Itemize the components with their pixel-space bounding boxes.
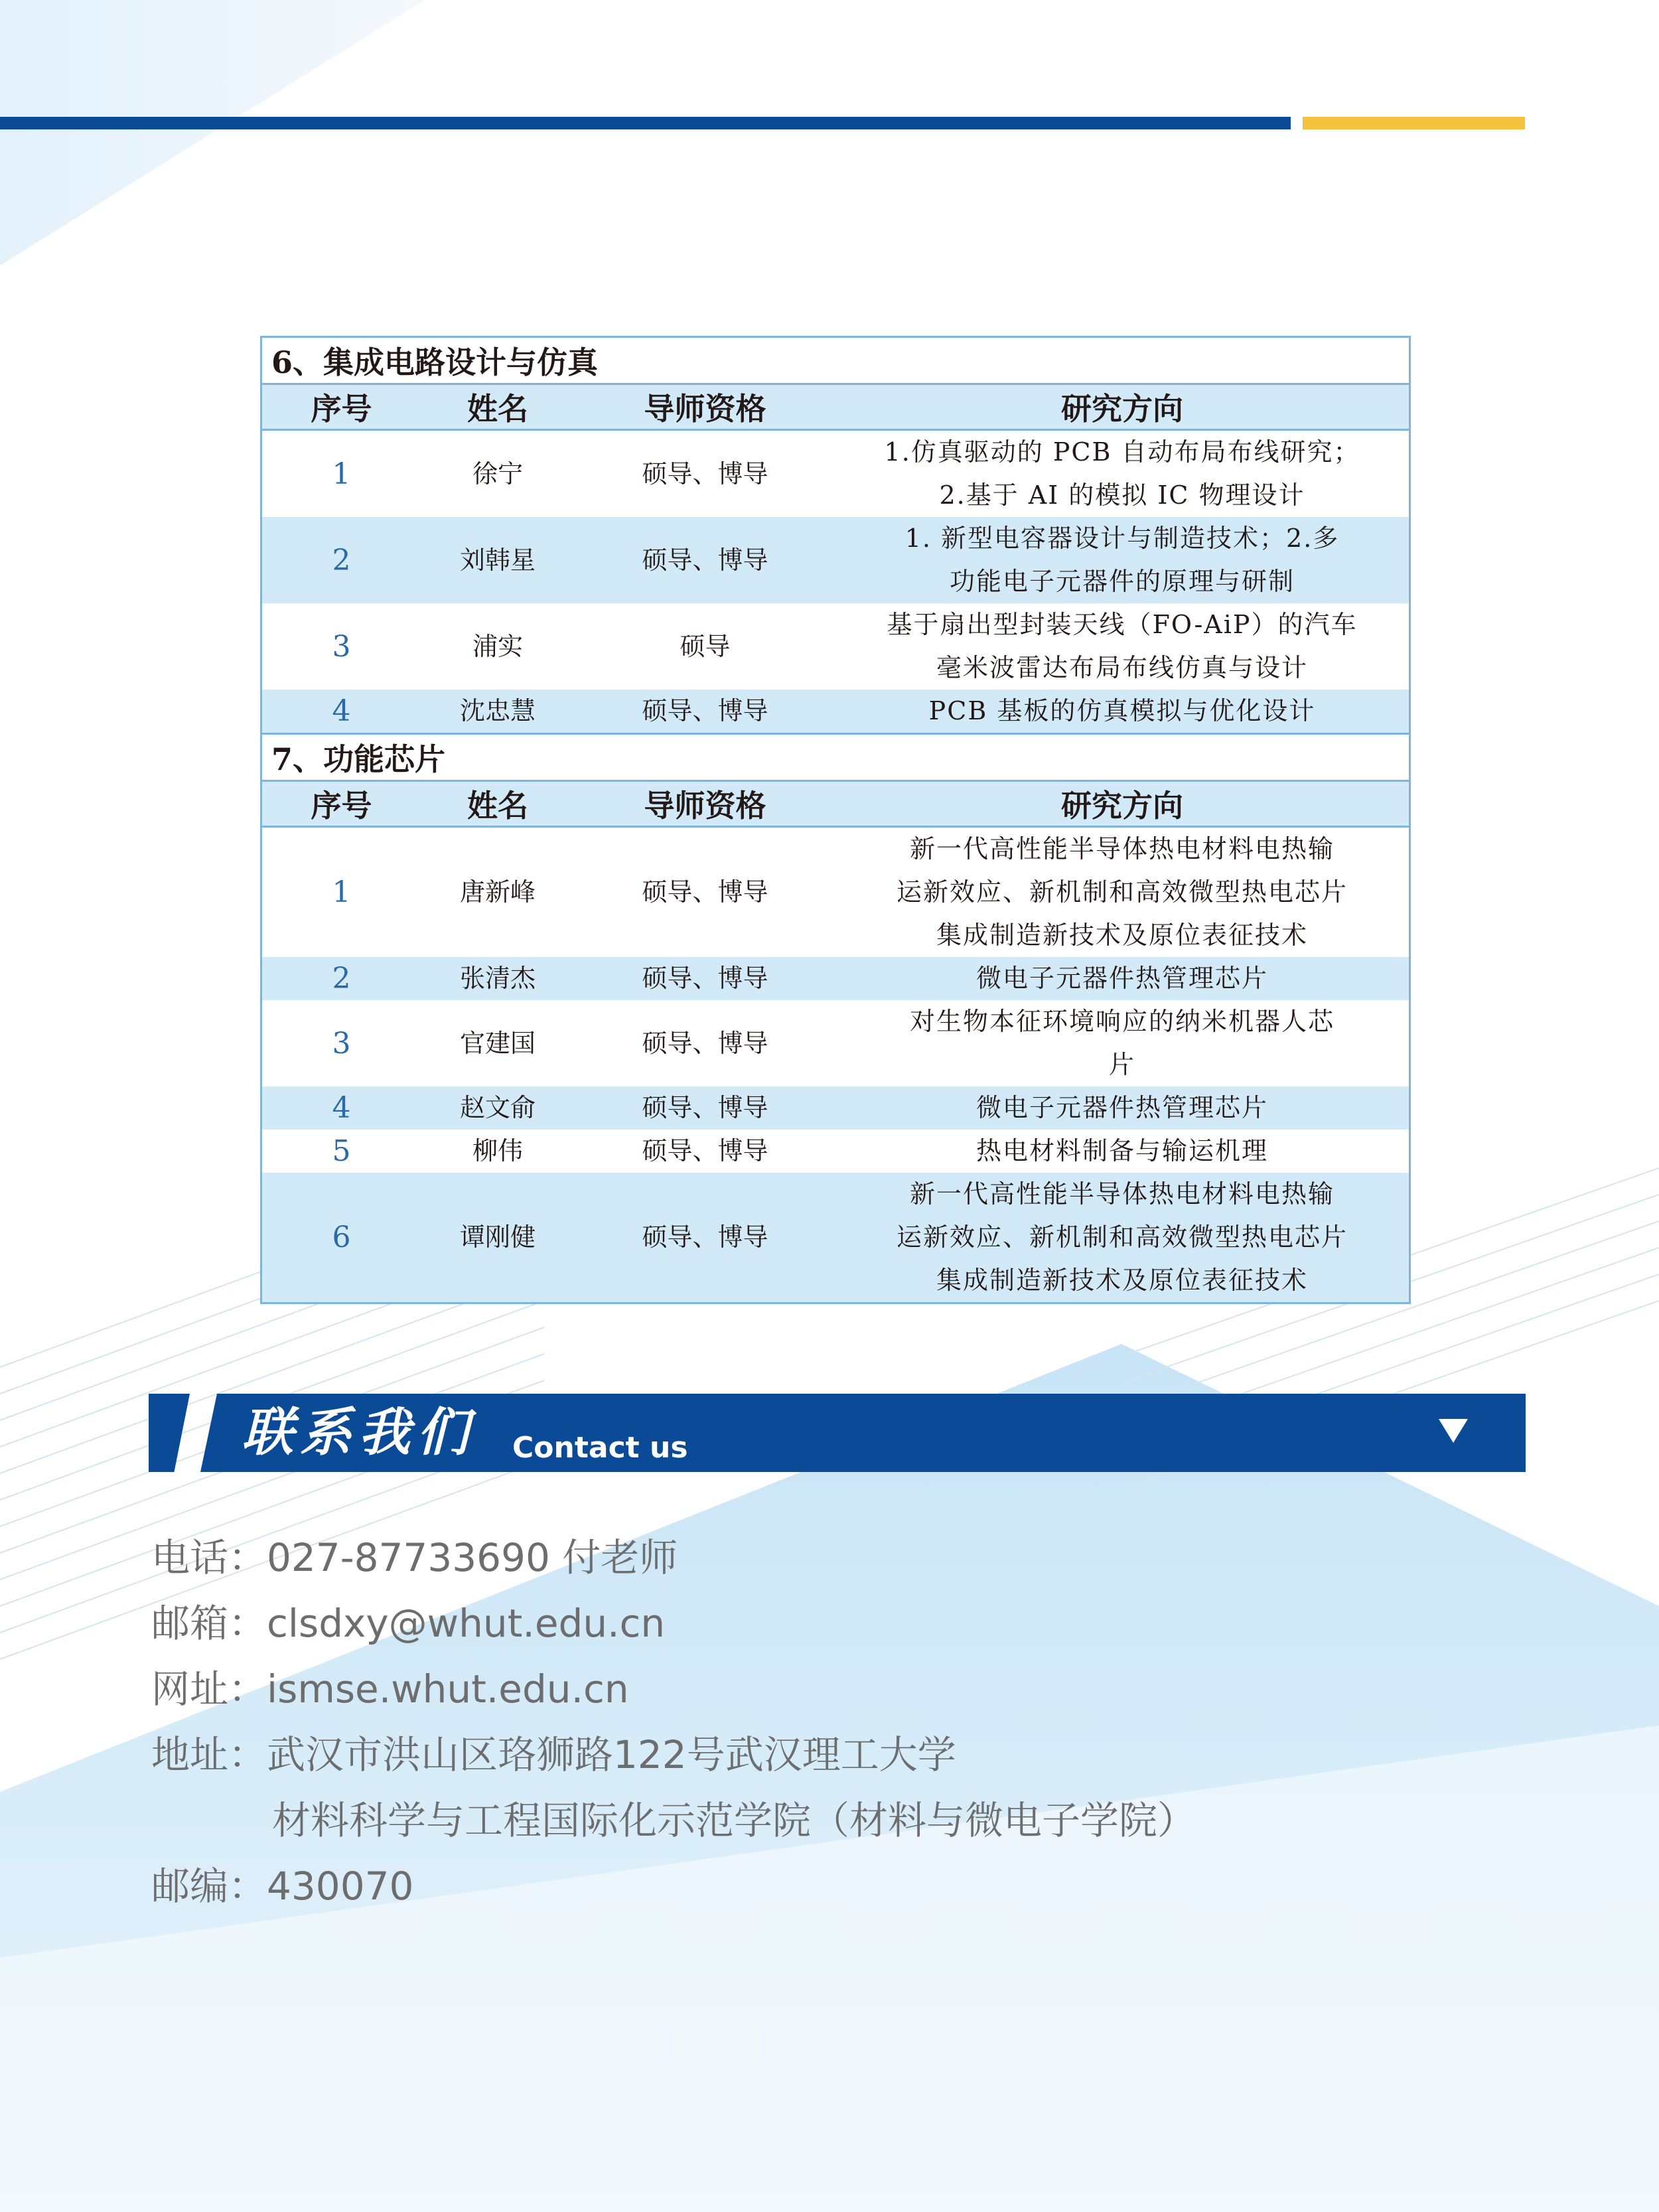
row-research [835, 957, 1409, 1000]
table-row [262, 957, 1409, 1000]
research-line: PCB 基板的仿真模拟与优化设计 [928, 696, 1316, 725]
row-no: 3 [332, 629, 351, 664]
research-line: 集成制造新技术及原位表征技术 [936, 921, 1309, 950]
contact-website: 网址：ismse.whut.edu.cn [151, 1666, 629, 1712]
table-row [262, 430, 1409, 518]
row-no: 1 [332, 457, 351, 491]
row-name: 唐新峰 [459, 877, 536, 907]
contact-email: 邮箱：clsdxy@whut.edu.cn [151, 1601, 666, 1646]
row-no: 3 [332, 1026, 351, 1061]
contact-postcode: 邮编：430070 [151, 1864, 414, 1909]
row-name: 徐宁 [472, 459, 523, 488]
banner-accent-stripe [149, 1394, 190, 1472]
row-qualification: 硕导、博导 [642, 877, 768, 907]
row-research [835, 1086, 1409, 1130]
row-name: 刘韩星 [421, 517, 575, 603]
row-name: 赵文俞 [421, 1086, 575, 1130]
row-qualification: 硕导、博导 [575, 1086, 835, 1130]
row-no: 2 [262, 517, 421, 603]
research-line: 1.仿真驱动的 PCB 自动布局布线研究； [884, 437, 1360, 467]
contact-phone: 电话：027-87733690 付老师 [151, 1535, 678, 1580]
research-line: 运新效应、新机制和高效微型热电芯片 [897, 877, 1348, 907]
contact-address: 地址：武汉市洪山区珞狮路122号武汉理工大学 [151, 1732, 956, 1777]
header-no: 序号 [262, 781, 421, 827]
row-no: 1 [332, 875, 351, 909]
row-name: 谭刚健 [421, 1173, 575, 1302]
row-name: 官建国 [459, 1028, 536, 1058]
row-research [835, 1000, 1409, 1086]
row-no: 6 [262, 1173, 421, 1302]
row-research [835, 430, 1409, 518]
row-research [835, 1130, 1409, 1173]
section-7-title-row [262, 734, 1409, 781]
table-row [262, 827, 1409, 958]
research-line: 2.基于 AI 的模拟 IC 物理设计 [939, 480, 1305, 510]
research-line: 基于扇出型封装天线（FO-AiP）的汽车 [887, 610, 1358, 639]
research-line: 功能电子元器件的原理与研制 [950, 567, 1295, 596]
row-no: 5 [332, 1134, 351, 1168]
row-no: 4 [262, 690, 421, 734]
contact-info [151, 1525, 1196, 1919]
row-qualification: 硕导、博导 [575, 957, 835, 1000]
row-qualification: 硕导、博导 [575, 1173, 835, 1302]
research-line: 微电子元器件热管理芯片 [976, 1093, 1269, 1122]
research-line: 热电材料制备与输运机理 [976, 1136, 1269, 1165]
header-research: 研究方向 [835, 781, 1409, 827]
table-row [262, 1173, 1409, 1302]
table-header-row [262, 781, 1409, 827]
row-research [835, 690, 1409, 734]
row-research [835, 1173, 1409, 1302]
row-qualification: 硕导、博导 [575, 690, 835, 734]
table-row [262, 1000, 1409, 1086]
contact-title-cn: 联系我们 [242, 1403, 476, 1463]
header-name: 姓名 [421, 384, 575, 430]
row-research [835, 827, 1409, 958]
table-header-row [262, 384, 1409, 430]
research-line: 运新效应、新机制和高效微型热电芯片 [897, 1222, 1348, 1252]
contact-address-line2: 材料科学与工程国际化示范学院（材料与微电子学院） [272, 1798, 1196, 1843]
header-research: 研究方向 [835, 384, 1409, 430]
row-no: 4 [262, 1086, 421, 1130]
table-row [262, 690, 1409, 734]
row-qualification: 硕导、博导 [642, 1136, 768, 1165]
table-row [262, 1086, 1409, 1130]
triangle-down-icon [1439, 1419, 1468, 1443]
contact-title-en: Contact us [512, 1431, 688, 1465]
table-row [262, 603, 1409, 690]
research-line: 新一代高性能半导体热电材料电热输 [910, 834, 1335, 863]
row-name: 张清杰 [421, 957, 575, 1000]
table-row [262, 1130, 1409, 1173]
top-accent-bar-yellow [1303, 117, 1525, 129]
section-title: 6、集成电路设计与仿真 [262, 338, 1409, 384]
section-title: 7、功能芯片 [262, 734, 1409, 781]
top-accent-bar [0, 117, 1291, 129]
row-name: 浦实 [472, 631, 523, 661]
research-line: 1. 新型电容器设计与制造技术；2.多 [904, 524, 1340, 553]
row-qualification: 硕导、博导 [642, 1028, 768, 1058]
row-no: 2 [262, 957, 421, 1000]
research-line: 对生物本征环境响应的纳米机器人芯 [910, 1007, 1335, 1036]
research-line: 微电子元器件热管理芯片 [976, 964, 1269, 993]
research-line: 集成制造新技术及原位表征技术 [936, 1266, 1309, 1295]
research-line: 新一代高性能半导体热电材料电热输 [910, 1179, 1335, 1209]
row-research [835, 603, 1409, 690]
section-6-title-row [262, 338, 1409, 384]
header-no: 序号 [262, 384, 421, 430]
header-name: 姓名 [421, 781, 575, 827]
row-qualification: 硕导、博导 [575, 517, 835, 603]
row-research [835, 517, 1409, 603]
row-qualification: 硕导 [680, 631, 731, 661]
research-line: 片 [1109, 1050, 1136, 1079]
table-row [262, 517, 1409, 603]
advisor-table [260, 336, 1411, 1304]
row-name: 柳伟 [472, 1136, 523, 1165]
row-qualification: 硕导、博导 [642, 459, 768, 488]
header-qualification: 导师资格 [575, 781, 835, 827]
header-qualification: 导师资格 [575, 384, 835, 430]
contact-us-banner [149, 1394, 1526, 1472]
row-name: 沈忠慧 [421, 690, 575, 734]
research-line: 毫米波雷达布局布线仿真与设计 [936, 653, 1309, 682]
